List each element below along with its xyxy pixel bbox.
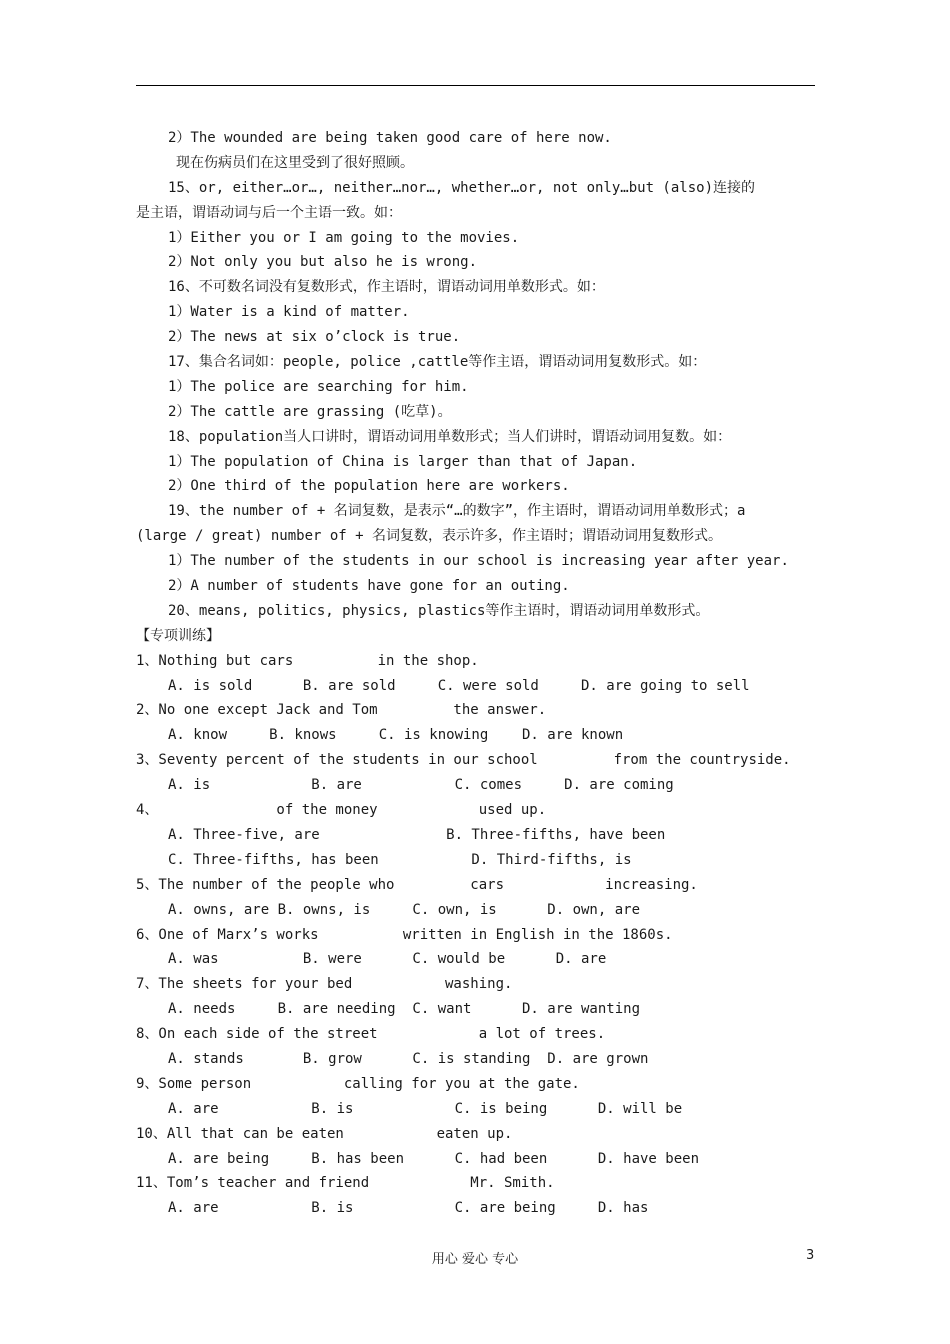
text-line: A. stands B. grow C. is standing D. are grown xyxy=(168,1050,649,1067)
text-line: 17、集合名词如：people, police ,cattle等作主语，谓语动词用复数形式。如： xyxy=(168,354,707,371)
text-line: 1）The number of the students in our school is increasing year after year. xyxy=(168,553,789,570)
text-line: A. was B. were C. would be D. are xyxy=(168,951,607,968)
text-line: 2）Not only you but also he is wrong. xyxy=(168,254,478,271)
text-line: A. are B. is C. is being D. will be xyxy=(168,1100,683,1117)
text-line: 2、No one except Jack and Tom the answer. xyxy=(136,702,547,719)
text-line: A. are being B. has been C. had been D. have been xyxy=(168,1150,700,1167)
text-line: 1）The police are searching for him. xyxy=(168,378,469,395)
text-line: 16、不可数名词没有复数形式，作主语时，谓语动词用单数形式。如： xyxy=(168,279,605,296)
document-body xyxy=(136,126,816,1221)
text-line: A. are B. is C. are being D. has xyxy=(168,1200,649,1217)
text-line: 1、Nothing but cars in the shop. xyxy=(136,652,479,669)
text-line: 2）The wounded are being taken good care of here now. xyxy=(168,130,612,146)
text-line: A. is sold B. are sold C. were sold D. are going to sell xyxy=(168,677,750,694)
text-line: 18、population当人口讲时，谓语动词用单数形式；当人们讲时，谓语动词用复数。如： xyxy=(168,428,732,445)
text-line: 1）The population of China is larger than that of Japan. xyxy=(168,453,638,470)
text-line: A. Three-five, are B. Three-fifths, have been xyxy=(168,826,666,843)
text-line: 8、On each side of the street a lot of trees. xyxy=(136,1026,606,1043)
text-line: 2）A number of students have gone for an outing. xyxy=(168,578,570,595)
text-line: 1）Either you or I am going to the movies. xyxy=(168,229,520,246)
header-rule xyxy=(136,85,815,86)
text-line: A. owns, are B. owns, is C. own, is D. own, are xyxy=(168,901,641,918)
text-line: 【专项训练】 xyxy=(136,627,220,644)
text-line: (large / great) number of + 名词复数，表示许多，作主语时；谓语动词用复数形式。 xyxy=(136,528,723,545)
text-line: 11、Tom’s teacher and friend Mr. Smith. xyxy=(136,1175,555,1192)
text-line: 2）One third of the population here are workers. xyxy=(168,478,570,495)
text-line: 现在伤病员们在这里受到了很好照顾。 xyxy=(176,154,414,171)
text-line: A. needs B. are needing C. want D. are wanting xyxy=(168,1001,641,1018)
text-line: 5、The number of the people who cars increasing. xyxy=(136,876,698,893)
text-line: 是主语，谓语动词与后一个主语一致。如： xyxy=(136,204,402,221)
text-line: C. Three-fifths, has been D. Third-fifths, is xyxy=(168,851,632,868)
page-number: 3 xyxy=(806,1248,815,1263)
text-line: 2）The cattle are grassing (吃草)。 xyxy=(168,403,452,420)
text-line: 3、Seventy percent of the students in our school from the countryside. xyxy=(136,752,791,769)
text-line: 10、All that can be eaten eaten up. xyxy=(136,1125,513,1142)
text-line: 15、or, either…or…, neither…nor…, whether…or, not only…but (also)连接的 xyxy=(168,179,756,196)
footer-slogan: 用心 爱心 专心 xyxy=(431,1252,519,1267)
text-line: 6、One of Marx’s works written in English in the 1860s. xyxy=(136,926,673,943)
text-line: 20、means, politics, physics, plastics等作主语时，谓语动词用单数形式。 xyxy=(168,602,710,619)
text-line: 4、 of the money used up. xyxy=(136,802,547,819)
text-line: 9、Some person calling for you at the gate. xyxy=(136,1075,580,1092)
text-line: A. know B. knows C. is knowing D. are known xyxy=(168,727,624,744)
text-line: 2）The news at six o’clock is true. xyxy=(168,329,461,346)
text-line: A. is B. are C. comes D. are coming xyxy=(168,777,674,794)
text-line: 7、The sheets for your bed washing. xyxy=(136,976,513,993)
text-line: 19、the number of + 名词复数，是表示“…的数字”，作主语时，谓语动词用单数形式；a xyxy=(168,503,746,520)
text-line: 1）Water is a kind of matter. xyxy=(168,304,410,321)
